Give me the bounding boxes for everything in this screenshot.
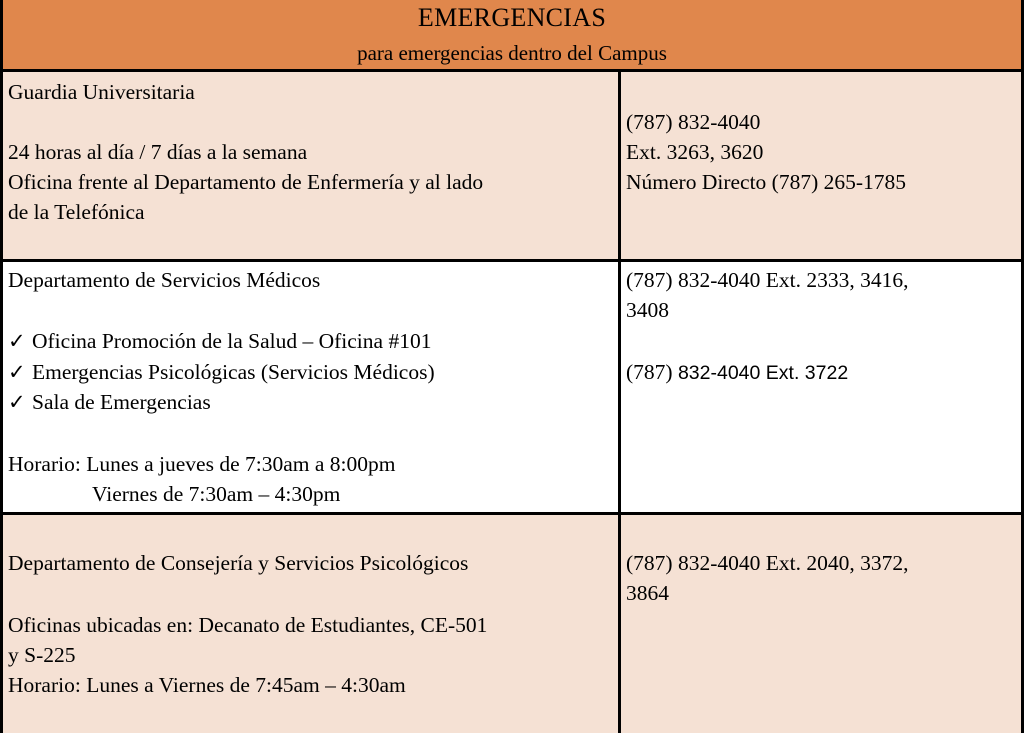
- guardia-location-2: de la Telefónica: [8, 200, 145, 224]
- consejeria-phone-cont: 3864: [626, 581, 669, 605]
- medicos-phone-2-prefix: (787): [626, 360, 678, 384]
- header-subtitle: para emergencias dentro del Campus: [357, 41, 667, 65]
- guardia-hours: 24 horas al día / 7 días a la semana: [8, 140, 308, 164]
- checkmark-icon: ✓: [8, 390, 26, 414]
- consejeria-phone: (787) 832-4040 Ext. 2040, 3372,: [626, 551, 909, 575]
- medicos-title: Departamento de Servicios Médicos: [8, 268, 321, 292]
- medicos-phone-2-number: 832-4040 Ext. 3722: [677, 362, 849, 384]
- header-title: EMERGENCIAS: [417, 3, 607, 32]
- medicos-item-label: Oficina Promoción de la Salud – Oficina #101: [32, 329, 432, 353]
- guardia-phone: (787) 832-4040: [626, 110, 761, 134]
- medicos-item: [8, 388, 613, 416]
- medicos-phone-1: (787) 832-4040 Ext. 2333, 3416,: [626, 268, 909, 292]
- medicos-hours-weekdays: Horario: Lunes a jueves de 7:30am a 8:00pm: [8, 452, 396, 476]
- column-divider: [618, 262, 621, 512]
- consejeria-location-1: Oficinas ubicadas en: Decanato de Estudiantes, CE-501: [8, 613, 488, 637]
- column-divider: [618, 515, 621, 733]
- guardia-direct-number: Número Directo (787) 265-1785: [626, 170, 907, 194]
- consejeria-title: Departamento de Consejería y Servicios Psicológicos: [8, 551, 469, 575]
- medicos-phone-1-cont: 3408: [626, 298, 669, 322]
- guardia-extensions: Ext. 3263, 3620: [626, 140, 764, 164]
- medicos-item: [8, 327, 613, 355]
- consejeria-location-2: y S-225: [8, 643, 76, 667]
- guardia-title: Guardia Universitaria: [8, 80, 195, 104]
- medicos-item: [8, 358, 613, 386]
- medicos-hours-friday: Viernes de 7:30am – 4:30pm: [92, 482, 341, 506]
- medicos-item-label: Emergencias Psicológicas (Servicios Médicos): [32, 360, 435, 384]
- checkmark-icon: ✓: [8, 329, 26, 353]
- consejeria-hours: Horario: Lunes a Viernes de 7:45am – 4:30am: [8, 673, 406, 697]
- table-row-servicios-medicos: [3, 262, 1021, 515]
- table-row-consejeria: [3, 515, 1021, 733]
- medicos-phone-2: [626, 358, 1016, 387]
- medicos-item-label: Sala de Emergencias: [32, 390, 211, 414]
- table-header: [3, 0, 1021, 72]
- checkmark-icon: ✓: [8, 360, 26, 384]
- column-divider: [618, 72, 621, 259]
- table-row-guardia: [3, 72, 1021, 262]
- guardia-location-1: Oficina frente al Departamento de Enfermería y al lado: [8, 170, 484, 194]
